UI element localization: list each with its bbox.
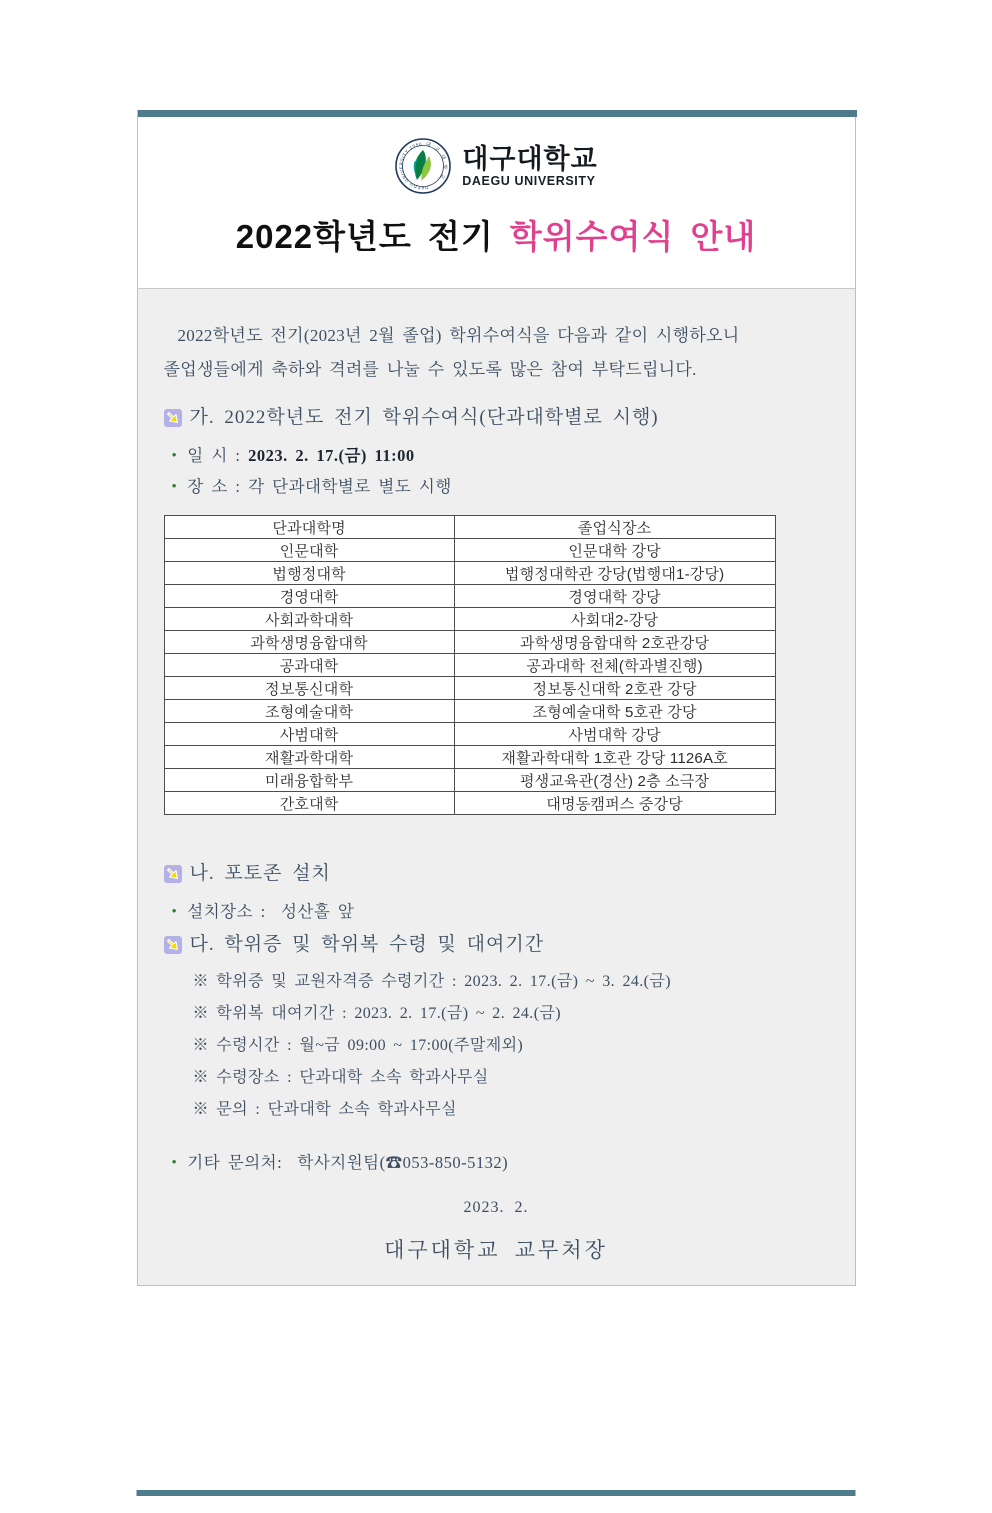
- section-a-heading: [164, 403, 829, 433]
- issue-date: 2023. 2.: [463, 1199, 529, 1216]
- note-diploma-period: ※ 학위증 및 교원자격증 수령기간 : 2023. 2. 17.(금) ~ 3. 24.(금): [192, 973, 671, 990]
- table-row: [164, 792, 775, 815]
- ceremony-date-line: [164, 441, 829, 472]
- table-cell: 평생교육관(경산) 2층 소극장: [454, 769, 775, 792]
- table-row: [164, 746, 775, 769]
- logo-korean-name: 대구대학교: [462, 143, 598, 174]
- table-cell: 사회과학대학: [164, 608, 454, 631]
- note-pickup-place: ※ 수령장소 : 단과대학 소속 학과사무실: [192, 1069, 489, 1086]
- table-cell: 경영대학: [164, 585, 454, 608]
- table-cell: 미래융합학부: [164, 769, 454, 792]
- svg-text:DAEGU UNIVERSITY 1956: DAEGU UNIVERSITY 1956: [398, 140, 429, 191]
- section-c-title: 다. 학위증 및 학위복 수령 및 대여기간: [189, 934, 545, 955]
- table-cell: 재활과학대학 1호관 강당 1126A호: [454, 746, 775, 769]
- date-value: 2023. 2. 17.(금) 11:00: [248, 446, 415, 465]
- section-b-title: 나. 포토존 설치: [189, 863, 331, 884]
- bullet-dot-icon: •: [171, 904, 178, 920]
- table-row: [164, 585, 775, 608]
- table-row: [164, 608, 775, 631]
- page-title: [138, 211, 855, 258]
- table-row: [164, 723, 775, 746]
- table-cell: 법행정대학: [164, 562, 454, 585]
- table-row: [164, 769, 775, 792]
- table-cell: 정보통신대학 2호관 강당: [454, 677, 775, 700]
- arrow-bullet-icon: [164, 936, 182, 954]
- table-row: [164, 562, 775, 585]
- contact-line: [164, 1148, 829, 1179]
- note-inquiry: ※ 문의 : 단과대학 소속 학과사무실: [192, 1101, 457, 1118]
- table-cell: 사회대2-강당: [454, 608, 775, 631]
- table-cell: 인문대학 강당: [454, 539, 775, 562]
- university-seal-icon: [394, 137, 452, 195]
- bullet-dot-icon: •: [171, 1155, 178, 1171]
- table-cell: 사범대학 강당: [454, 723, 775, 746]
- table-cell: 과학생명융합대학 2호관강당: [454, 631, 775, 654]
- table-cell: 공과대학 전체(학과별진행): [454, 654, 775, 677]
- venue-column-header: 졸업식장소: [454, 516, 775, 539]
- section-b-heading: [164, 859, 829, 889]
- section-c-heading: [164, 930, 829, 960]
- table-cell: 법행정대학관 강당(법행대1-강당): [454, 562, 775, 585]
- table-cell: 재활과학대학: [164, 746, 454, 769]
- place-text: 장 소 : 각 단과대학별로 별도 시행: [187, 477, 452, 496]
- table-cell: 조형예술대학: [164, 700, 454, 723]
- table-cell: 공과대학: [164, 654, 454, 677]
- title-black-part: 2022학년도 전기: [235, 218, 494, 255]
- bottom-accent-bar: [137, 1490, 856, 1496]
- arrow-bullet-icon: [164, 865, 182, 883]
- college-column-header: 단과대학명: [164, 516, 454, 539]
- ceremony-place-line: [164, 472, 829, 503]
- table-row: [164, 677, 775, 700]
- arrow-bullet-icon: [164, 409, 182, 427]
- table-cell: 대명동캠퍼스 중강당: [454, 792, 775, 815]
- document-header: [138, 117, 855, 288]
- bullet-dot-icon: •: [171, 479, 178, 495]
- date-text: [187, 441, 414, 471]
- table-row: [164, 631, 775, 654]
- table-row: [164, 700, 775, 723]
- bullet-dot-icon: •: [171, 448, 178, 464]
- note-pickup-hours: ※ 수령시간 : 월~금 09:00 ~ 17:00(주말제외): [192, 1037, 524, 1054]
- logo-text: [462, 144, 597, 188]
- table-cell: 경영대학 강당: [454, 585, 775, 608]
- intro-paragraph: [164, 319, 829, 387]
- intro-line-2: 졸업생들에게 축하와 격려를 나눌 수 있도록 많은 참여 부탁드립니다.: [163, 360, 697, 379]
- table-cell: 조형예술대학 5호관 강당: [454, 700, 775, 723]
- table-cell: 인문대학: [164, 539, 454, 562]
- photozone-place-text: 설치장소 : 성산홀 앞: [187, 902, 355, 921]
- date-label: 일 시 :: [187, 446, 249, 465]
- contact-text: 기타 문의처: 학사지원팀(☎053-850-5132): [187, 1153, 509, 1172]
- notes-list: [164, 966, 829, 1126]
- intro-line-1: 2022학년도 전기(2023년 2월 졸업) 학위수여식을 다음과 같이 시행하오니: [177, 326, 740, 345]
- note-gown-rental-period: ※ 학위복 대여기간 : 2023. 2. 17.(금) ~ 2. 24.(금): [192, 1005, 562, 1022]
- svg-text:대 구 대 학 교: 대 구 대 학 교: [425, 141, 448, 181]
- table-cell: 사범대학: [164, 723, 454, 746]
- top-accent-bar: [138, 110, 857, 117]
- title-pink-part: 학위수여식 안내: [509, 218, 757, 255]
- table-cell: 간호대학: [164, 792, 454, 815]
- logo-english-name: DAEGU UNIVERSITY: [462, 173, 596, 188]
- photozone-place-line: [164, 897, 829, 928]
- signature: 대구대학교 교무처장: [384, 1238, 608, 1262]
- table-cell: 정보통신대학: [164, 677, 454, 700]
- notice-document: [137, 110, 856, 1286]
- table-header-row: [164, 516, 775, 539]
- university-logo: [138, 117, 855, 199]
- table-cell: 과학생명융합대학: [164, 631, 454, 654]
- table-row: [164, 539, 775, 562]
- venues-table: [164, 515, 776, 815]
- notice-body: [138, 288, 855, 1285]
- section-a-title: 가. 2022학년도 전기 학위수여식(단과대학별로 시행): [189, 407, 659, 428]
- document-page: [0, 110, 992, 1513]
- table-row: [164, 654, 775, 677]
